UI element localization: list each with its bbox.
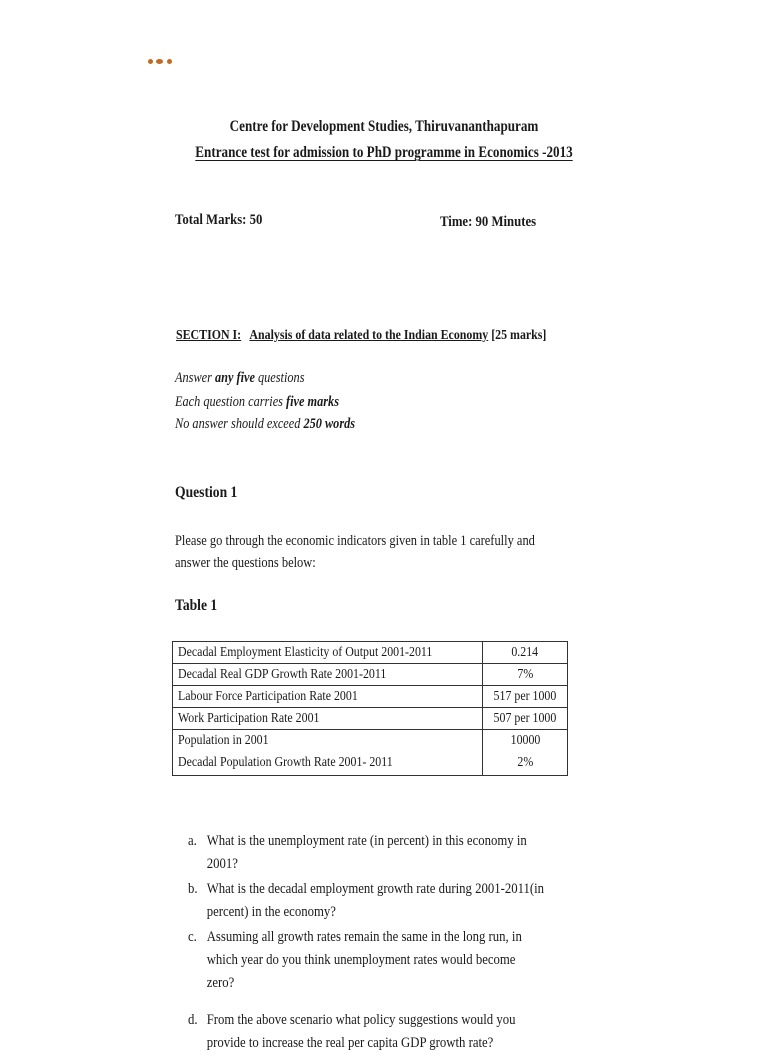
table-row [173, 664, 568, 686]
sub-question-label: a. [188, 833, 197, 849]
table-row [173, 730, 568, 752]
ink-mark [148, 56, 178, 66]
sub-question [188, 830, 545, 876]
indicator-label: Decadal Employment Elasticity of Output 2001-2011 [178, 644, 433, 660]
table-row [173, 751, 568, 776]
sub-question-label: d. [188, 1012, 198, 1028]
indicator-label: Decadal Real GDP Growth Rate 2001-2011 [178, 666, 387, 682]
indicator-value: 517 per 1000 [493, 688, 557, 704]
institution-title: Centre for Development Studies, Thiruvananthapuram [229, 118, 539, 135]
indicators-table [172, 641, 568, 776]
instr2-pre: Each question carries [175, 394, 287, 410]
indicator-label: Work Participation Rate 2001 [178, 710, 320, 726]
question-title: Question 1 [175, 484, 238, 501]
indicator-value: 507 per 1000 [493, 710, 557, 726]
instr3-bold: 250 words [303, 416, 356, 432]
indicator-label: Decadal Population Growth Rate 2001- 2011 [178, 755, 393, 770]
instr3-pre: No answer should exceed [175, 416, 304, 432]
section-label: SECTION I: [176, 328, 242, 343]
instruction-line-3 [175, 416, 355, 433]
instruction-line-1 [175, 370, 304, 387]
instr2-bold: five marks [286, 394, 339, 410]
sub-question-text: What is the decadal employment growth rate during 2001-2011(in percent) in the economy? [206, 881, 545, 920]
section-marks: [25 marks] [491, 328, 547, 343]
instruction-line-2 [175, 394, 339, 411]
section-title: Analysis of data related to the Indian Economy [249, 328, 489, 343]
indicator-value: 10000 [510, 732, 541, 748]
sub-question-text: From the above scenario what policy suggestions would you provide to increase the real per capita GDP growth rate? [206, 1012, 516, 1051]
sub-question-list [188, 830, 545, 1057]
table-row [173, 708, 568, 730]
exam-title [69, 144, 699, 162]
sub-question [188, 878, 545, 924]
question-intro: Please go through the economic indicators given in table 1 carefully and answer the questions below: [175, 533, 535, 571]
table-title: Table 1 [175, 597, 218, 614]
exam-title-text: Entrance test for admission to PhD programme in Economics -2013 [195, 144, 573, 161]
instr1-pre: Answer [175, 370, 215, 386]
total-marks: Total Marks: 50 [175, 212, 263, 228]
indicator-label: Population in 2001 [178, 732, 269, 748]
sub-question-label: b. [188, 881, 198, 897]
sub-question-text: What is the unemployment rate (in percent) in this economy in 2001? [206, 833, 527, 872]
time-allowed: Time: 90 Minutes [440, 214, 537, 230]
sub-question [188, 1009, 545, 1055]
table-row [173, 642, 568, 664]
sub-question-text: Assuming all growth rates remain the same in the long run, in which year do you think unemployment rates would become zero? [206, 929, 522, 991]
indicator-value: 2% [517, 755, 534, 770]
instr1-bold: any five [214, 370, 255, 386]
sub-question [188, 926, 545, 995]
indicator-value: 0.214 [511, 644, 539, 660]
instr1-post: questions [254, 370, 305, 386]
sub-question-label: c. [188, 929, 197, 945]
section-heading [176, 328, 546, 344]
indicator-label: Labour Force Participation Rate 2001 [178, 688, 358, 704]
table-row [173, 686, 568, 708]
indicator-value: 7% [517, 666, 534, 682]
